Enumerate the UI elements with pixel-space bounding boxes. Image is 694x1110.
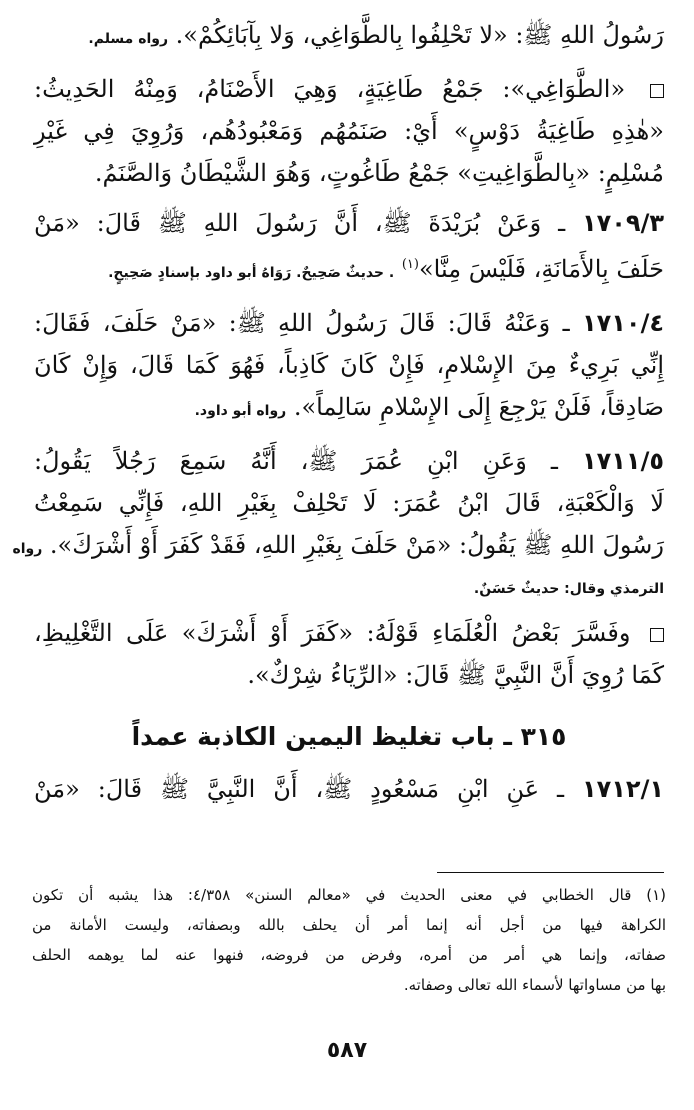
chapter-name: ـ باب تغليظ اليمين الكاذبة عمداً <box>131 722 512 751</box>
chapter-title <box>34 714 664 760</box>
hadith-source: . حديثٌ صَحِيحٌ. رَوَاهُ أبو داود بإسنادٍ صَحِيحٍ. <box>108 265 395 281</box>
text-line <box>12 524 664 570</box>
text-line <box>34 570 664 604</box>
hadith-source: رواه <box>12 541 43 557</box>
footnote-divider <box>437 872 664 873</box>
hadith-heading-line <box>34 768 664 810</box>
hadith-source: رواه مسلم. <box>88 31 169 47</box>
footnote-line: بها من مساواتها لأسماء الله تعالى وصفاته. <box>403 976 666 994</box>
hadith-text: ـ وَعَنْهُ قَالَ: قَالَ رَسُولُ اللهِ ﷺ: «مَنْ حَلَفَ، فَقَالَ: <box>34 309 570 337</box>
square-bullet-icon <box>650 84 664 98</box>
commentary-text: «الطَّوَاغِي»: جَمْعُ طَاغِيَةٍ، وَهِيَ الأَصْنَامُ، وَمِنْهُ الحَدِيثُ: <box>34 75 626 103</box>
chapter-number: ٣١٥ <box>520 722 567 751</box>
hadith-text: رَسُولَ اللهِ ﷺ يَقُولُ: «مَنْ حَلَفَ بِغَيْرِ اللهِ، فَقَدْ كَفَرَ أَوْ أَشْرَكَ». <box>49 531 664 559</box>
text-line <box>34 386 664 432</box>
text-line: «هٰذِهِ طَاغِيَةُ دَوْسٍ» أَيْ: صَنَمُهُم وَمَعْبُودُهُم، وَرُوِيَ فِي غَيْرِ <box>34 117 664 145</box>
hadith-text: ـ وَعَنْ بُرَيْدَةَ ﷺ، أَنَّ رَسُولَ اللهِ ﷺ قَالَ: «مَنْ <box>34 209 566 237</box>
text-line <box>34 68 664 110</box>
text-line: كَمَا رُوِيَ أَنَّ النَّبِيَّ ﷺ قَالَ: «الرِّيَاءُ شِرْكٌ». <box>247 661 664 689</box>
hadith-heading-line <box>34 202 664 244</box>
hadith-source: الترمذي وقال: حديثٌ حَسَنٌ. <box>473 581 664 597</box>
text-line <box>34 244 664 294</box>
hadith-number: ١٧١٠/٤ <box>581 309 664 337</box>
square-bullet-icon <box>650 628 664 642</box>
footnote-line: (١) قال الخطابي في معنى الحديث في «معالم السنن» ٤/٣٥٨: هذا يشبه أن تكون <box>32 886 666 904</box>
footnote-line: صفاته، وإنما هي أمر من أمره، وفرض من فروضه، فنهوا عنه لما يوهمه الحلف <box>32 946 666 964</box>
hadith-source: رواه أبو داود. <box>194 403 287 419</box>
hadith-heading-line <box>34 302 664 344</box>
hadith-number: ١٧١١/٥ <box>581 447 664 475</box>
text-line: إِنِّي بَرِيءٌ مِنَ الإِسْلامِ، فَإِنْ كَانَ كَاذِباً، فَهُوَ كَمَا قَالَ، وَإِنْ كَانَ <box>34 351 664 379</box>
footnote-ref: (١) <box>401 257 419 272</box>
hadith-text: صَادِقاً، فَلَنْ يَرْجِعَ إِلَى الإِسْلامِ سَالِماً». <box>293 393 664 421</box>
commentary-text: وفَسَّرَ بَعْضُ الْعُلَمَاءِ قَوْلَهُ: «كَفَرَ أَوْ أَشْرَكَ» عَلَى التَّغْلِيظِ، <box>34 619 631 647</box>
hadith-number: ١٧٠٩/٣ <box>581 209 664 237</box>
text-line: مُسْلِمٍ: «بِالطَّوَاغِيتِ» جَمْعُ طَاغُوتٍ، وَهُوَ الشَّيْطَانُ وَالصَّنَمُ. <box>94 159 664 187</box>
hadith-text: ـ عَنِ ابْنِ مَسْعُودٍ ﷺ، أَنَّ النَّبِيَّ ﷺ قَالَ: «مَنْ <box>34 775 565 803</box>
hadith-heading-line <box>34 440 664 482</box>
text-line <box>34 612 664 654</box>
hadith-text: ـ وَعَنِ ابْنِ عُمَرَ ﷺ، أَنَّهُ سَمِعَ رَجُلاً يَقُولُ: <box>34 447 558 475</box>
hadith-text: حَلَفَ بِالأَمَانَةِ، فَلَيْسَ مِنَّا» <box>418 255 664 283</box>
hadith-number: ١٧١٢/١ <box>581 775 664 803</box>
hadith-text: رَسُولُ اللهِ ﷺ: «لا تَحْلِفُوا بِالطَّوَاغِي، وَلا بِآبَائِكُمْ». <box>175 21 664 49</box>
page-number: ٥٨٧ <box>326 1038 368 1063</box>
text-line: لَا وَالْكَعْبَةِ، قَالَ ابْنُ عُمَرَ: لَا تَحْلِفْ بِغَيْرِ اللهِ، فَإِنِّي سَمِعْتُ <box>34 489 664 517</box>
footnotes <box>32 880 666 1000</box>
text-line <box>34 14 664 60</box>
footnote-line: الكراهة فيها من أجل أنه إنما أمر أن يحلف بالله وبصفاته، وليست الأمانة من <box>32 916 666 934</box>
